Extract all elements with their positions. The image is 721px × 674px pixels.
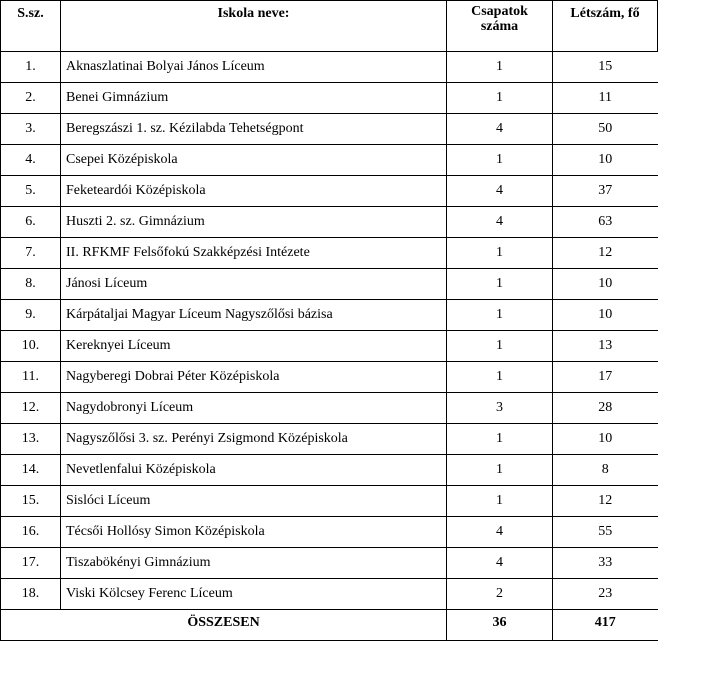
table-row (1, 300, 658, 331)
row-school-name-cell: Huszti 2. sz. Gimnázium (61, 207, 447, 238)
row-headcount-cell: 23 (553, 579, 658, 610)
row-number-cell: 10. (1, 331, 61, 362)
row-number-cell: 6. (1, 207, 61, 238)
row-number-cell: 11. (1, 362, 61, 393)
row-headcount-cell: 12 (553, 238, 658, 269)
row-school-name-cell: Kereknyei Líceum (61, 331, 447, 362)
row-headcount-cell: 55 (553, 517, 658, 548)
row-number-cell: 3. (1, 114, 61, 145)
totals-row (1, 610, 658, 641)
table-row (1, 83, 658, 114)
table-row (1, 331, 658, 362)
header-row (1, 1, 658, 52)
row-number-cell: 18. (1, 579, 61, 610)
table-row (1, 52, 658, 83)
table-row (1, 455, 658, 486)
row-number-cell: 2. (1, 83, 61, 114)
row-headcount-cell: 13 (553, 331, 658, 362)
table-body (1, 52, 658, 610)
totals-headcount-cell (553, 610, 658, 641)
table-row (1, 269, 658, 300)
row-school-name-cell: Nagyszőlősi 3. sz. Perényi Zsigmond Középiskola (61, 424, 447, 455)
row-teams-cell: 1 (447, 424, 553, 455)
row-teams-cell: 1 (447, 300, 553, 331)
row-school-name-cell: Nagyberegi Dobrai Péter Középiskola (61, 362, 447, 393)
row-number-cell: 5. (1, 176, 61, 207)
row-teams-cell: 1 (447, 362, 553, 393)
row-teams-cell: 1 (447, 269, 553, 300)
row-headcount-cell: 50 (553, 114, 658, 145)
header-teams-line2: száma (480, 19, 519, 34)
table-row (1, 145, 658, 176)
header-headcount-label: Létszám, fő (570, 5, 640, 21)
row-teams-cell: 1 (447, 145, 553, 176)
row-teams-cell: 4 (447, 176, 553, 207)
row-school-name-cell: Viski Kölcsey Ferenc Líceum (61, 579, 447, 610)
header-school-name (61, 1, 447, 52)
row-headcount-cell: 33 (553, 548, 658, 579)
row-school-name-cell: Nagydobronyi Líceum (61, 393, 447, 424)
totals-teams-cell (447, 610, 553, 641)
row-school-name-cell: Sislóci Líceum (61, 486, 447, 517)
row-headcount-cell: 37 (553, 176, 658, 207)
row-headcount-cell: 10 (553, 424, 658, 455)
row-number-cell: 15. (1, 486, 61, 517)
row-teams-cell: 1 (447, 486, 553, 517)
row-teams-cell: 4 (447, 548, 553, 579)
row-school-name-cell: Csepei Középiskola (61, 145, 447, 176)
row-headcount-cell: 8 (553, 455, 658, 486)
row-number-cell: 13. (1, 424, 61, 455)
row-school-name-cell: Técsői Hollósy Simon Középiskola (61, 517, 447, 548)
header-teams-line1: Csapatok (471, 4, 528, 19)
header-teams (447, 1, 553, 52)
table-row (1, 548, 658, 579)
table-row (1, 486, 658, 517)
table-row (1, 579, 658, 610)
row-school-name-cell: II. RFKMF Felsőfokú Szakképzési Intézete (61, 238, 447, 269)
row-teams-cell: 4 (447, 114, 553, 145)
row-school-name-cell: Tiszabökényi Gimnázium (61, 548, 447, 579)
row-teams-cell: 1 (447, 83, 553, 114)
table-row (1, 176, 658, 207)
row-teams-cell: 1 (447, 52, 553, 83)
header-teams-label (471, 4, 528, 34)
row-school-name-cell: Aknaszlatinai Bolyai János Líceum (61, 52, 447, 83)
totals-label-cell (1, 610, 447, 641)
row-number-cell: 12. (1, 393, 61, 424)
table-row (1, 207, 658, 238)
row-headcount-cell: 15 (553, 52, 658, 83)
table-header (1, 1, 658, 52)
row-headcount-cell: 10 (553, 145, 658, 176)
header-headcount (553, 1, 658, 52)
header-number (1, 1, 61, 52)
row-number-cell: 1. (1, 52, 61, 83)
row-school-name-cell: Feketeardói Középiskola (61, 176, 447, 207)
row-teams-cell: 1 (447, 331, 553, 362)
row-number-cell: 14. (1, 455, 61, 486)
row-headcount-cell: 11 (553, 83, 658, 114)
table-row (1, 393, 658, 424)
header-school-name-label: Iskola neve: (217, 5, 290, 21)
row-headcount-cell: 28 (553, 393, 658, 424)
totals-label: ÖSSZESEN (187, 615, 260, 630)
row-headcount-cell: 63 (553, 207, 658, 238)
row-number-cell: 8. (1, 269, 61, 300)
row-school-name-cell: Kárpátaljai Magyar Líceum Nagyszőlősi bázisa (61, 300, 447, 331)
table-row (1, 114, 658, 145)
row-headcount-cell: 12 (553, 486, 658, 517)
row-number-cell: 4. (1, 145, 61, 176)
table-row (1, 424, 658, 455)
row-number-cell: 16. (1, 517, 61, 548)
row-school-name-cell: Jánosi Líceum (61, 269, 447, 300)
row-headcount-cell: 17 (553, 362, 658, 393)
row-number-cell: 17. (1, 548, 61, 579)
table-footer (1, 610, 658, 641)
row-teams-cell: 2 (447, 579, 553, 610)
row-teams-cell: 4 (447, 517, 553, 548)
row-teams-cell: 4 (447, 207, 553, 238)
row-headcount-cell: 10 (553, 300, 658, 331)
header-number-label: S.sz. (17, 5, 44, 21)
table-row (1, 517, 658, 548)
totals-teams: 36 (492, 615, 507, 630)
table-row (1, 362, 658, 393)
row-number-cell: 9. (1, 300, 61, 331)
row-number-cell: 7. (1, 238, 61, 269)
row-school-name-cell: Benei Gimnázium (61, 83, 447, 114)
row-teams-cell: 1 (447, 455, 553, 486)
row-school-name-cell: Beregszászi 1. sz. Kézilabda Tehetségpont (61, 114, 447, 145)
row-headcount-cell: 10 (553, 269, 658, 300)
row-teams-cell: 3 (447, 393, 553, 424)
row-school-name-cell: Nevetlenfalui Középiskola (61, 455, 447, 486)
table-row (1, 238, 658, 269)
row-teams-cell: 1 (447, 238, 553, 269)
totals-headcount: 417 (594, 615, 616, 630)
